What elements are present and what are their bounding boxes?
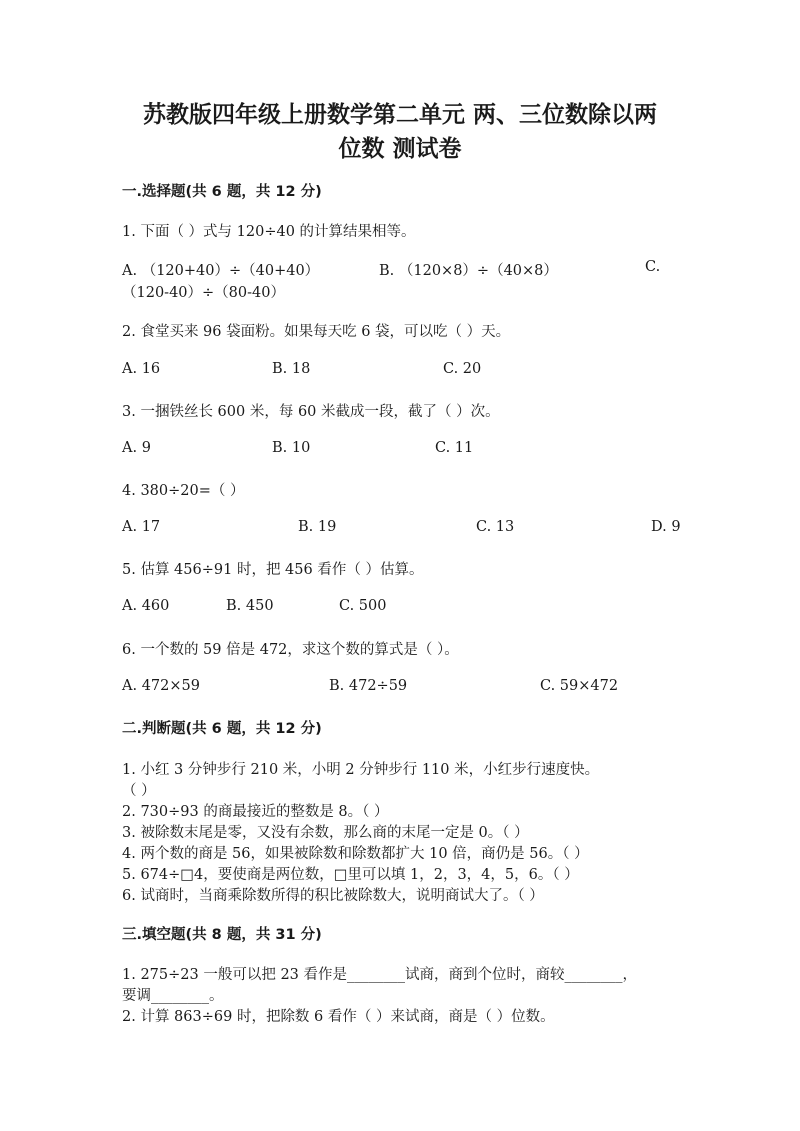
- choice-q2-option-a: A. 16: [122, 361, 161, 377]
- choice-q1-option-c-expression: （120-40）÷（80-40）: [122, 285, 285, 301]
- choice-q6-option-c: C. 59×472: [540, 678, 619, 694]
- choice-q6-option-a: A. 472×59: [122, 678, 200, 694]
- choice-q1-option-b: B. （120×8）÷（40×8）: [379, 263, 558, 279]
- choice-q2-option-c: C. 20: [443, 361, 482, 377]
- choice-q3-option-c: C. 11: [435, 440, 474, 456]
- choice-q6-option-b: B. 472÷59: [329, 678, 408, 694]
- judge-question-6: 6. 试商时，当商乘除数所得的积比被除数大，说明商试大了。（ ）: [122, 888, 544, 904]
- fill-question-2: 2. 计算 863÷69 时，把除数 6 看作（ ）来试商，商是（ ）位数。: [122, 1009, 555, 1025]
- choice-question-3: 3. 一捆铁丝长 600 米，每 60 米截成一段，截了（ ）次。: [122, 404, 500, 420]
- choice-q3-option-b: B. 10: [272, 440, 311, 456]
- judge-question-4: 4. 两个数的商是 56，如果被除数和除数都扩大 10 倍，商仍是 56。（ ）: [122, 846, 589, 862]
- section-fill-heading: 三.填空题(共 8 题，共 31 分): [122, 927, 322, 943]
- choice-q4-option-a: A. 17: [122, 519, 161, 535]
- choice-q3-option-a: A. 9: [122, 440, 151, 456]
- choice-question-6: 6. 一个数的 59 倍是 472，求这个数的算式是（ ）。: [122, 642, 459, 658]
- judge-question-1-blank: （ ）: [122, 783, 156, 799]
- choice-q4-option-b: B. 19: [298, 519, 337, 535]
- choice-q4-option-d: D. 9: [651, 519, 681, 535]
- choice-question-2: 2. 食堂买来 96 袋面粉。如果每天吃 6 袋，可以吃（ ）天。: [122, 324, 511, 340]
- choice-q4-option-c: C. 13: [476, 519, 515, 535]
- choice-q1-option-a: A. （120+40）÷（40+40）: [122, 263, 320, 279]
- choice-question-5: 5. 估算 456÷91 时，把 456 看作（ ）估算。: [122, 562, 424, 578]
- choice-q1-option-c: C.: [645, 259, 661, 275]
- section-choice-heading: 一.选择题(共 6 题，共 12 分): [122, 184, 322, 200]
- fill-question-1: 1. 275÷23 一般可以把 23 看作是________试商，商到个位时，商较________，: [122, 967, 637, 983]
- choice-question-4: 4. 380÷20=（ ）: [122, 483, 245, 499]
- worksheet-title-line2: 位数 测试卷: [338, 136, 462, 162]
- section-judge-heading: 二.判断题(共 6 题，共 12 分): [122, 721, 322, 737]
- judge-question-2: 2. 730÷93 的商最接近的整数是 8。（ ）: [122, 804, 389, 820]
- choice-question-1: 1. 下面（ ）式与 120÷40 的计算结果相等。: [122, 224, 416, 240]
- choice-q2-option-b: B. 18: [272, 361, 311, 377]
- worksheet-title-line1: 苏教版四年级上册数学第二单元 两、三位数除以两: [142, 102, 657, 128]
- choice-q5-option-b: B. 450: [226, 598, 274, 614]
- choice-q5-option-c: C. 500: [339, 598, 387, 614]
- judge-question-3: 3. 被除数末尾是零，又没有余数，那么商的末尾一定是 0。（ ）: [122, 825, 529, 841]
- choice-q5-option-a: A. 460: [122, 598, 170, 614]
- judge-question-1: 1. 小红 3 分钟步行 210 米，小明 2 分钟步行 110 米，小红步行速度快。: [122, 762, 600, 778]
- fill-question-1-continued: 要调________。: [122, 988, 224, 1004]
- judge-question-5: 5. 674÷□4，要使商是两位数，□里可以填 1，2，3，4，5，6。（ ）: [122, 867, 579, 883]
